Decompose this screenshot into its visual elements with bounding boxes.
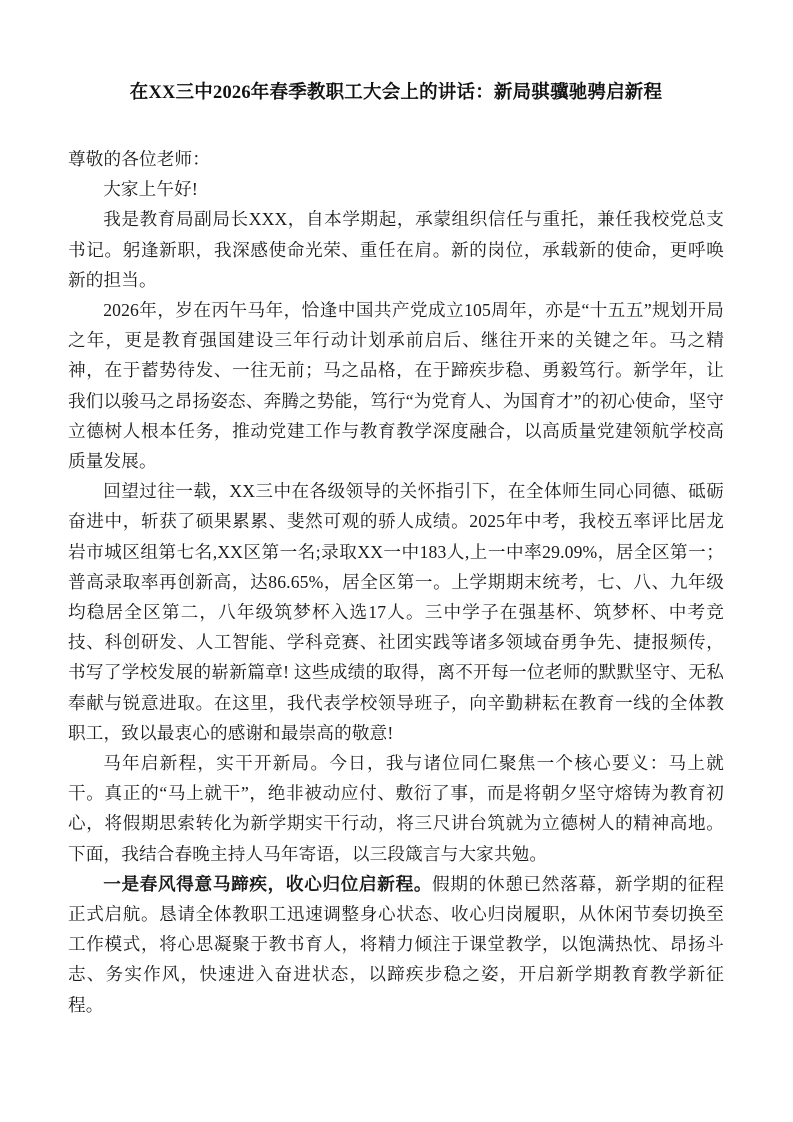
paragraph-section-one	[68, 869, 724, 1020]
section-one-lead: 一是春风得意马蹄疾，收心归位启新程。	[103, 873, 433, 894]
salutation-line: 尊敬的各位老师：	[68, 149, 210, 169]
paragraph-introduction: 我是教育局副局长XXX，自本学期起，承蒙组织信任与重托，兼任我校党总支书记。躬逢新职，我深感使命光荣、重任在肩。新的岗位，承载新的使命，更呼唤新的担当。	[68, 209, 724, 290]
paragraph-achievements: 回望过往一载，XX三中在各级领导的关怀指引下，在全体师生同心同德、砥砺奋进中，斩获了硕果累累、斐然可观的骄人成绩。2025年中考，我校五率评比居龙岩市城区组第七名,XX区第一名;录取XX一中183人,上一中率29.09%，居全区第一；普高录取率再创新高，达86.65%，居全区第一。上学期期末统考，七、八、九年级均稳居全区第二，八年级筑梦杯入选17人。三中学子在强基杯、筑梦杯、中考竞技、科创研发、人工智能、学科竞赛、社团实践等诸多领域奋勇争先、捷报频传，书写了学校发展的崭新篇章! 这些成绩的取得，离不开每一位老师的默默坚守、无私奉献与锐意进取。在这里，我代表学校领导班子，向辛勤耕耘在教育一线的全体教职工，致以最衷心的感谢和最崇高的敬意!	[68, 481, 724, 743]
title-spacer	[68, 108, 724, 144]
page-title: 在XX三中2026年春季教职工大会上的讲话：新局骐骥驰骋启新程	[129, 83, 663, 103]
paragraph-core-theme: 马年启新程，实干开新局。今日，我与诸位同仁聚焦一个核心要义：马上就干。真正的“马上就干”，绝非被动应付、敷衍了事，而是将朝夕坚守熔铸为教育初心，将假期思索转化为新学期实干行动，将三尺讲台筑就为立德树人的精神高地。下面，我结合春晚主持人马年寄语，以三段箴言与大家共勉。	[68, 753, 724, 864]
section-one-body: 假期的休憩已然落幕，新学期的征程正式启航。恳请全体教职工迅速调整身心状态、收心归岗履职，从休闲节奏切换至工作模式，将心思凝聚于教书育人，将精力倾注于课堂教学，以饱满热忱、昂扬斗志、务实作风，快速进入奋进状态，以蹄疾步稳之姿，开启新学期教育教学新征程。	[68, 873, 725, 1015]
greeting-line: 大家上午好!	[103, 179, 198, 200]
paragraph-year-significance: 2026年，岁在丙午马年，恰逢中国共产党成立105周年，亦是“十五五”规划开局之年，更是教育强国建设三年行动计划承前启后、继往开来的关键之年。马之精神，在于蓄势待发、一往无前；马之品格，在于蹄疾步稳、勇毅笃行。新学年，让我们以骏马之昂扬姿态、奔腾之势能，笃行“为党育人、为国育才”的初心使命，坚守立德树人根本任务，推动党建工作与教育教学深度融合，以高质量党建领航学校高质量发展。	[68, 300, 724, 472]
document-body	[68, 78, 724, 1020]
